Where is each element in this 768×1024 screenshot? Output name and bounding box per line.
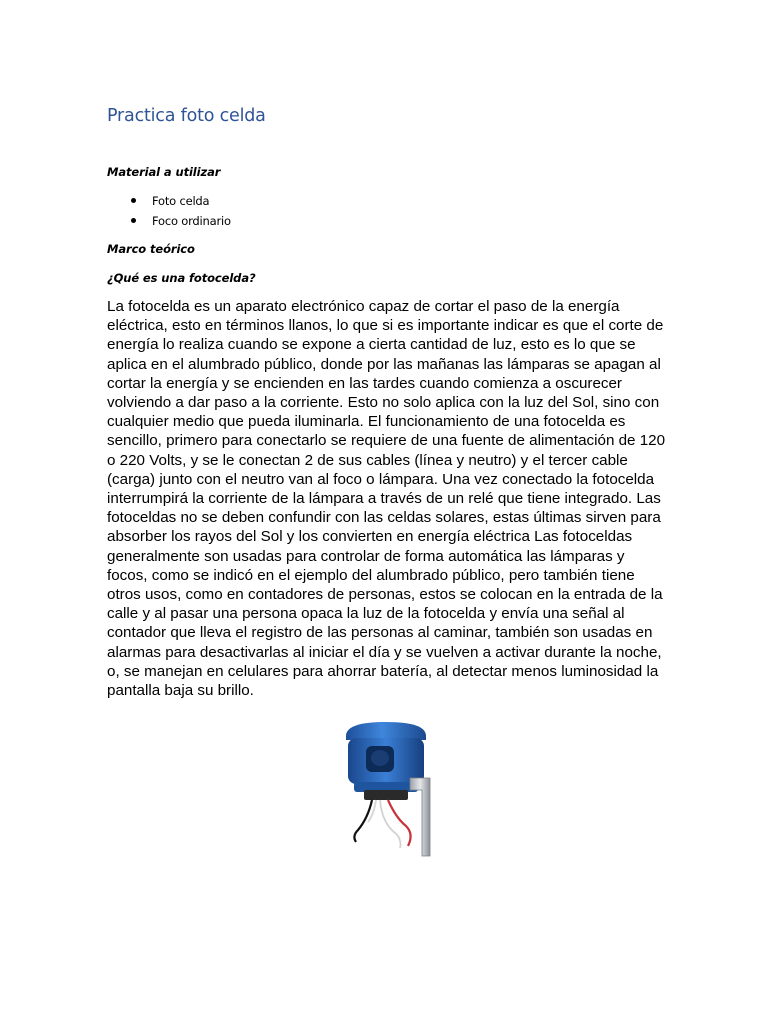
- materials-heading: Material a utilizar: [107, 165, 221, 179]
- photocell-image: [338, 718, 438, 860]
- bullet-icon: [131, 218, 136, 223]
- wire-white: [380, 800, 400, 848]
- sensor-lens: [371, 750, 389, 766]
- materials-list: [152, 192, 231, 232]
- bullet-icon: [131, 198, 136, 203]
- photocell-illustration: [338, 718, 438, 860]
- list-item-label: Foco ordinario: [152, 214, 231, 228]
- page-title: Practica foto celda: [107, 106, 266, 126]
- cap-shape: [346, 722, 426, 740]
- question-heading: ¿Qué es una fotocelda?: [107, 271, 256, 285]
- base-shape: [364, 790, 408, 800]
- theory-heading: Marco teórico: [107, 242, 195, 256]
- body-paragraph: La fotocelda es un aparato electrónico capaz de cortar el paso de la energía eléctrica, esto en términos llanos, lo que si es importante indicar es que el corte de energía lo realiza cuando se expone a cierta cantidad de luz, esto es lo que se aplica en el alumbrado público, donde por las mañanas las lámparas se apagan al cortar la energía y se encienden en las tardes cuando comienza a oscurecer volviendo a dar paso a la corriente. Esto no solo aplica con la luz del Sol, sino con cualquier medio que pueda iluminarla. El funcionamiento de una fotocelda es sencillo, primero para conectarlo se requiere de una fuente de alimentación de 120 o 220 Volts, y se le conectan 2 de sus cables (línea y neutro) y el tercer cable (carga) junto con el neutro van al foco o lámpara. Una vez conectado la fotocelda interrumpirá la corriente de la lámpara a través de un relé que tiene integrado. Las fotoceldas no se deben confundir con las celdas solares, estas últimas sirven para absorber los rayos del Sol y los convierten en energía eléctrica Las fotoceldas generalmente son usadas para controlar de forma automática las lámparas y focos, como se indicó en el ejemplo del alumbrado público, pero también tiene otros usos, como en contadores de personas, estos se colocan en la entrada de la calle y al pasar una persona opaca la luz de la fotocelda y envía una señal al contador que lleva el registro de las personas al caminar, también son usadas en alarmas para desactivarlas al iniciar el día y se vuelven a activar durante la noche, o, se manejan en celulares para ahorrar batería, al detectar menos luminosidad la pantalla baja su brillo.: [107, 298, 666, 700]
- list-item: [152, 192, 231, 212]
- list-item: [152, 212, 231, 232]
- bracket-shape: [410, 778, 430, 856]
- wire-white-outline: [380, 800, 400, 848]
- list-item-label: Foto celda: [152, 194, 210, 208]
